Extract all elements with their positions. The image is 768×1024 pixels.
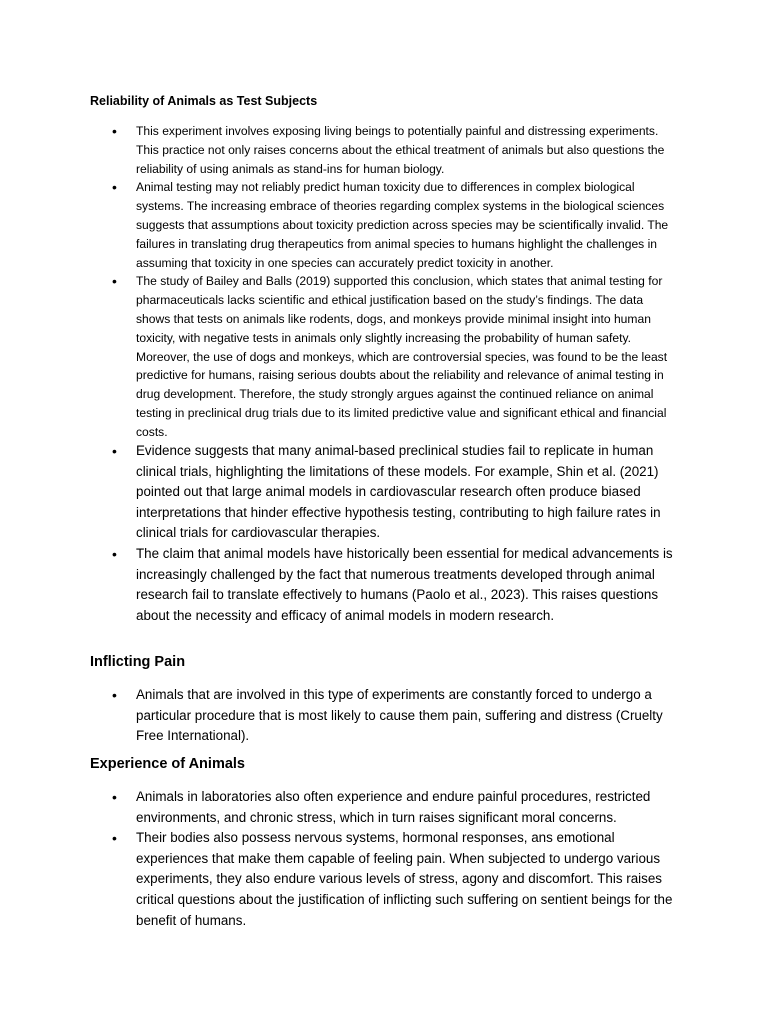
list-item: • Their bodies also possess nervous systems, hormonal responses, ans emotional experiences that make them capable of feeling pain. When subjected to undergo various experiments, they also endure various levels of stress, agony and discomfort. This raises critical questions about the justification of inflicting such suffering on sentient beings for the benefit of humans. xyxy=(112,828,678,931)
list-item: • Animals in laboratories also often experience and endure painful procedures, restricted environments, and chronic stress, which in turn raises significant moral concerns. xyxy=(112,787,678,828)
section-heading-inflicting-pain: Inflicting Pain xyxy=(90,654,186,670)
inflicting-pain-bullet-list xyxy=(112,685,678,747)
section-heading-experience-of-animals: Experience of Animals xyxy=(90,756,245,772)
list-item: • Animals that are involved in this type of experiments are constantly forced to undergo a particular procedure that is most likely to cause them pain, suffering and distress (Cruelty Free International). xyxy=(112,685,678,747)
section-heading-reliability: Reliability of Animals as Test Subjects xyxy=(90,94,318,108)
list-item: • Animal testing may not reliably predict human toxicity due to differences in complex biological systems. The increasing embrace of theories regarding complex systems in the biological sciences suggests that assumptions about toxicity prediction across species may be scientifically invalid. The failures in translating drug therapeutics from animal species to humans highlight the challenges in assuming that toxicity in one species can accurately predict toxicity in another. xyxy=(112,178,678,272)
reliability-bullet-list xyxy=(112,122,678,442)
list-item: • This experiment involves exposing living beings to potentially painful and distressing experiments. This practice not only raises concerns about the ethical treatment of animals but also questions the reliability of using animals as stand-ins for human biology. xyxy=(112,122,678,178)
reliability-bullet-list-continued xyxy=(112,441,678,626)
list-item: • The claim that animal models have historically been essential for medical advancements is increasingly challenged by the fact that numerous treatments developed through animal research fail to translate effectively to humans (Paolo et al., 2023). This raises questions about the necessity and efficacy of animal models in modern research. xyxy=(112,544,678,626)
experience-bullet-list xyxy=(112,787,678,931)
list-item: • Evidence suggests that many animal-based preclinical studies fail to replicate in human clinical trials, highlighting the limitations of these models. For example, Shin et al. (2021) pointed out that large animal models in cardiovascular research often produce biased interpretations that hinder effective hypothesis testing, contributing to high failure rates in clinical trials for cardiovascular therapies. xyxy=(112,441,678,544)
list-item: • The study of Bailey and Balls (2019) supported this conclusion, which states that animal testing for pharmaceuticals lacks scientific and ethical justification based on the study’s findings. The data shows that tests on animals like rodents, dogs, and monkeys provide minimal insight into human toxicity, with negative tests in animals only slightly increasing the probability of human safety. Moreover, the use of dogs and monkeys, which are controversial species, was found to be the least predictive for humans, raising serious doubts about the reliability and relevance of animal testing in drug development. Therefore, the study strongly argues against the continued reliance on animal testing in preclinical drug trials due to its limited predictive value and significant ethical and financial costs. xyxy=(112,272,678,441)
